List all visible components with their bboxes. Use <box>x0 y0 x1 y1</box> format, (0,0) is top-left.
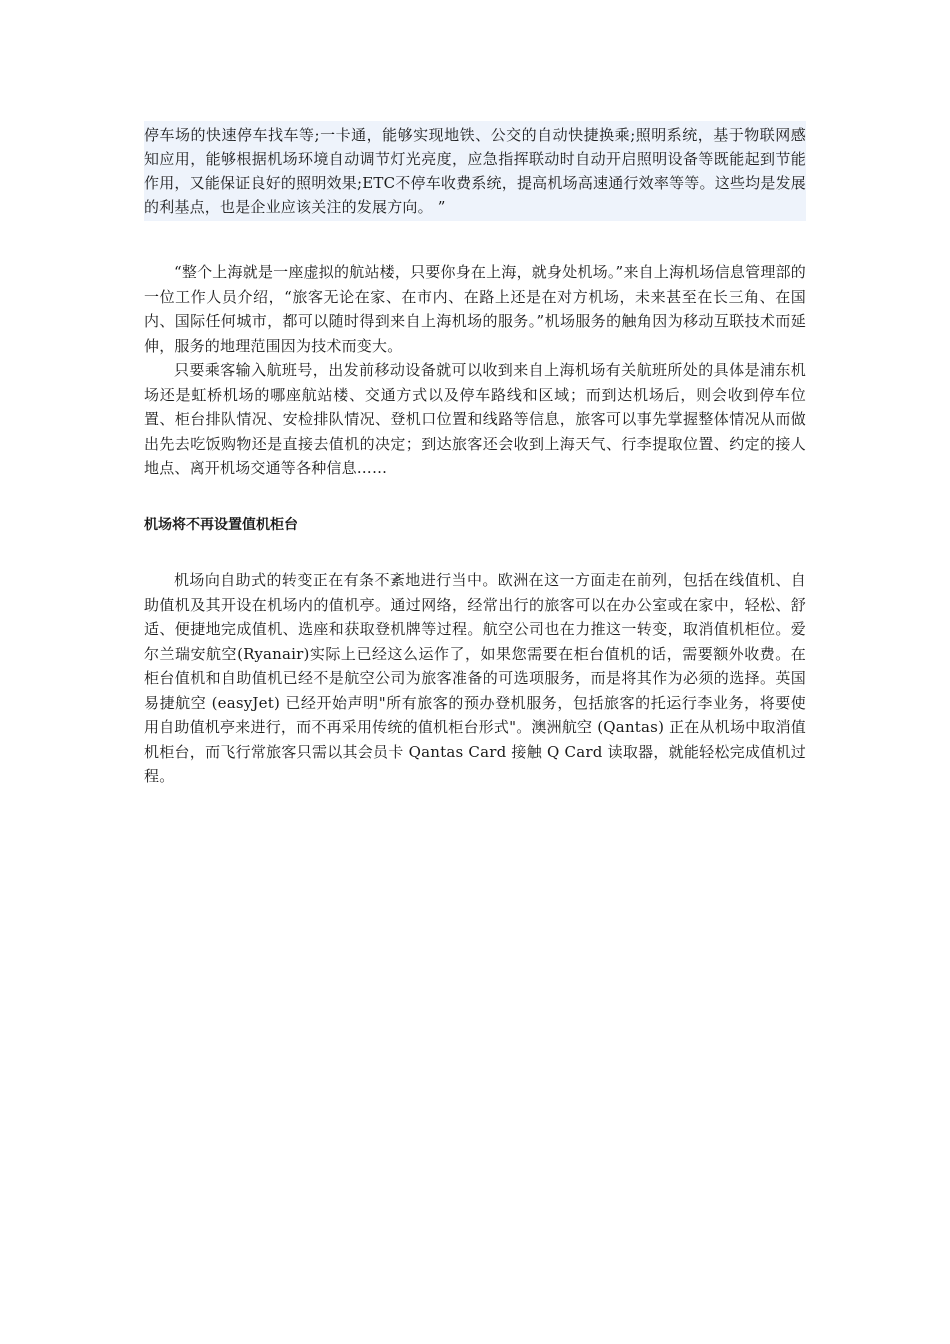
quote-paragraph: 停车场的快速停车找车等;一卡通，能够实现地铁、公交的自动快捷换乘;照明系统，基于物联网感知应用，能够根据机场环境自动调节灯光亮度，应急指挥联动时自动开启照明设备等既能起到节能作用，又能保证良好的照明效果;ETC不停车收费系统，提高机场高速通行效率等等。这些均是发展的利基点，也是企业应该关注的发展方向。 ” <box>144 126 806 216</box>
body-paragraph: 只要乘客输入航班号，出发前移动设备就可以收到来自上海机场有关航班所处的具体是浦东机场还是虹桥机场的哪座航站楼、交通方式以及停车路线和区域；而到达机场后，则会收到停车位置、柜台排队情况、安检排队情况、登机口位置和线路等信息，旅客可以事先掌握整体情况从而做出先去吃饭购物还是直接去值机的决定；到达旅客还会收到上海天气、行李提取位置、约定的接人地点、离开机场交通等各种信息…… <box>144 361 806 477</box>
section-heading: 机场将不再设置值机柜台 <box>144 517 298 533</box>
section-virtual-terminal <box>144 260 806 481</box>
quote-block <box>144 121 806 221</box>
section-self-service <box>144 568 806 789</box>
section-heading-wrapper <box>144 514 806 536</box>
body-paragraph: 机场向自助式的转变正在有条不紊地进行当中。欧洲在这一方面走在前列，包括在线值机、自助值机及其开设在机场内的值机亭。通过网络，经常出行的旅客可以在办公室或在家中，轻松、舒适、便捷地完成值机、选座和获取登机牌等过程。航空公司也在力推这一转变，取消值机柜位。爱尔兰瑞安航空(Ryanair)实际上已经这么运作了，如果您需要在柜台值机的话，需要额外收费。在柜台值机和自助值机已经不是航空公司为旅客准备的可选项服务，而是将其作为必须的选择。英国易捷航空 (easyJet) 已经开始声明"所有旅客的预办登机服务，包括旅客的托运行李业务，将要使用自助值机亭来进行，而不再采用传统的值机柜台形式"。澳洲航空 (Qantas) 正在从机场中取消值机柜台，而飞行常旅客只需以其会员卡 Qantas Card 接触 Q Card 读取器，就能轻松完成值机过程。 <box>144 571 806 785</box>
body-paragraph: “整个上海就是一座虚拟的航站楼，只要你身在上海，就身处机场。”来自上海机场信息管理部的一位工作人员介绍，“旅客无论在家、在市内、在路上还是在对方机场，未来甚至在长三角、在国内、国际任何城市，都可以随时得到来自上海机场的服务。”机场服务的触角因为移动互联技术而延伸，服务的地理范围因为技术而变大。 <box>144 263 806 355</box>
